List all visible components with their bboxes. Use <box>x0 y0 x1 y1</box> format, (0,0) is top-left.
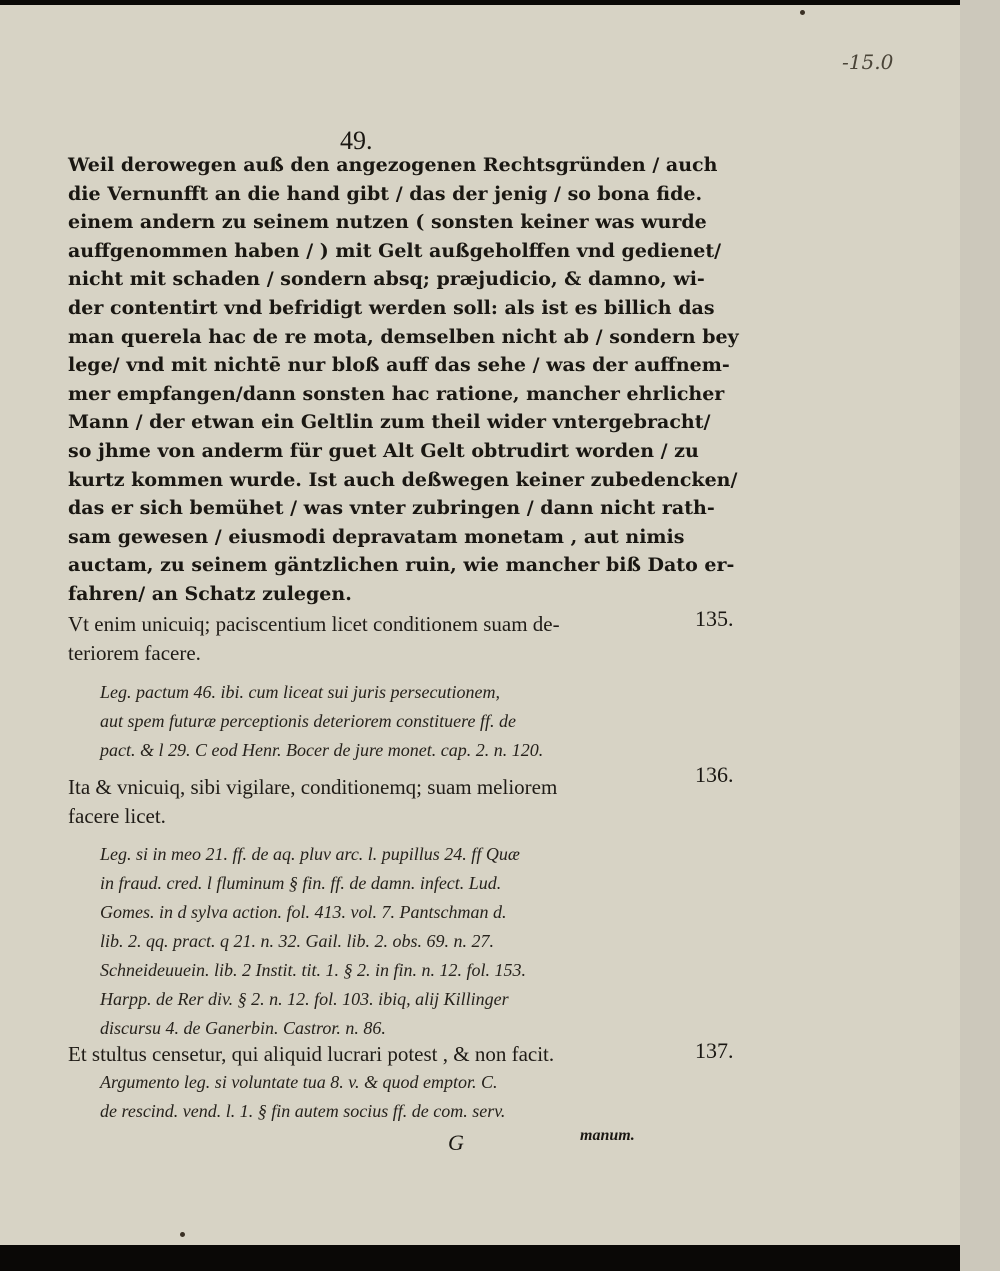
handwritten-note: -15.0 <box>842 50 894 74</box>
citation-line: Schneideuuein. lib. 2 Instit. tit. 1. § 2. in fin. n. 12. fol. 153. <box>100 960 526 980</box>
ink-speck <box>180 1232 185 1237</box>
text-line: einem andern zu seinem nutzen ( sonsten keiner was wurde <box>68 211 707 234</box>
margin-number-137: 137. <box>695 1038 734 1063</box>
catchword: manum. <box>580 1127 635 1144</box>
text-line: die Vernunfft an die hand gibt / das der jenig / so bona fide. <box>68 182 703 205</box>
citation-line: de rescind. vend. l. 1. § fin autem socius ff. de com. serv. <box>100 1101 506 1121</box>
text-line: auffgenommen haben / ) mit Gelt außgeholffen vnd gedienet/ <box>68 239 722 262</box>
text-line: man querela hac de re mota, demselben nicht ab / sondern bey <box>68 325 739 348</box>
text-line: auctam, zu seinem gäntzlichen ruin, wie mancher biß Dato er- <box>68 554 735 577</box>
citation-135 <box>100 678 660 765</box>
citation-line: Harpp. de Rer div. § 2. n. 12. fol. 103. ibiq, alij Killinger <box>100 989 509 1009</box>
text-line: Ita & vnicuiq, sibi vigilare, conditionemq; suam meliorem <box>68 775 558 799</box>
gothic-paragraph <box>68 151 739 609</box>
margin-number-135: 135. <box>695 606 734 631</box>
text-line: der contentirt vnd befridigt werden soll: als ist es billich das <box>68 296 715 319</box>
citation-line: Gomes. in d sylva action. fol. 413. vol. 7. Pantschman d. <box>100 902 507 922</box>
text-line: das er sich bemühet / was vnter zubringen / dann nicht rath- <box>68 497 715 520</box>
citation-line: discursu 4. de Ganerbin. Castror. n. 86. <box>100 1018 386 1038</box>
citation-137 <box>100 1068 660 1126</box>
text-line: sam gewesen / eiusmodi depravatam monetam , aut nimis <box>68 525 685 548</box>
citation-line: Leg. pactum 46. ibi. cum liceat sui juris persecutionem, <box>100 682 500 702</box>
paragraph-135 <box>68 610 668 668</box>
text-line: facere licet. <box>68 804 166 828</box>
signature-mark: G <box>448 1130 464 1155</box>
text-line: Et stultus censetur, qui aliquid lucrari potest , & non facit. <box>68 1042 555 1066</box>
text-line: Weil derowegen auß den angezogenen Rechtsgründen / auch <box>68 154 718 176</box>
text-line: nicht mit schaden / sondern absq; præjudicio, & damno, wi- <box>68 268 705 291</box>
paragraph-136 <box>68 773 668 831</box>
text-line: Mann / der etwan ein Geltlin zum theil wider vntergebracht/ <box>68 411 711 434</box>
text-line: kurtz kommen wurde. Ist auch deßwegen keiner zubedencken/ <box>68 468 738 491</box>
ink-speck <box>800 10 805 15</box>
citation-line: aut spem futuræ perceptionis deteriorem constituere ff. de <box>100 711 516 731</box>
margin-number-136: 136. <box>695 762 734 787</box>
text-line: teriorem facere. <box>68 641 201 665</box>
text-line: Vt enim unicuiq; paciscentium licet conditionem suam de- <box>68 612 560 636</box>
text-line: lege/ vnd mit nichtē nur bloß auff das sehe / was der auffnem- <box>68 354 730 377</box>
citation-line: lib. 2. qq. pract. q 21. n. 32. Gail. lib. 2. obs. 69. n. 27. <box>100 931 495 951</box>
page-number: 49. <box>340 126 373 155</box>
citation-line: Argumento leg. si voluntate tua 8. v. & quod emptor. C. <box>100 1072 498 1092</box>
text-line: so jhme von anderm für guet Alt Gelt obtrudirt worden / zu <box>68 439 699 462</box>
citation-136 <box>100 840 660 1043</box>
citation-line: Leg. si in meo 21. ff. de aq. pluv arc. l. pupillus 24. ff Quæ <box>100 844 520 864</box>
text-line: fahren/ an Schatz zulegen. <box>68 582 352 605</box>
paragraph-137 <box>68 1040 668 1069</box>
citation-line: pact. & l 29. C eod Henr. Bocer de jure monet. cap. 2. n. 120. <box>100 740 544 760</box>
facing-page-edge <box>960 0 1000 1271</box>
citation-line: in fraud. cred. l fluminum § fin. ff. de damn. infect. Lud. <box>100 873 502 893</box>
text-line: mer empfangen/dann sonsten hac ratione, mancher ehrlicher <box>68 382 725 405</box>
